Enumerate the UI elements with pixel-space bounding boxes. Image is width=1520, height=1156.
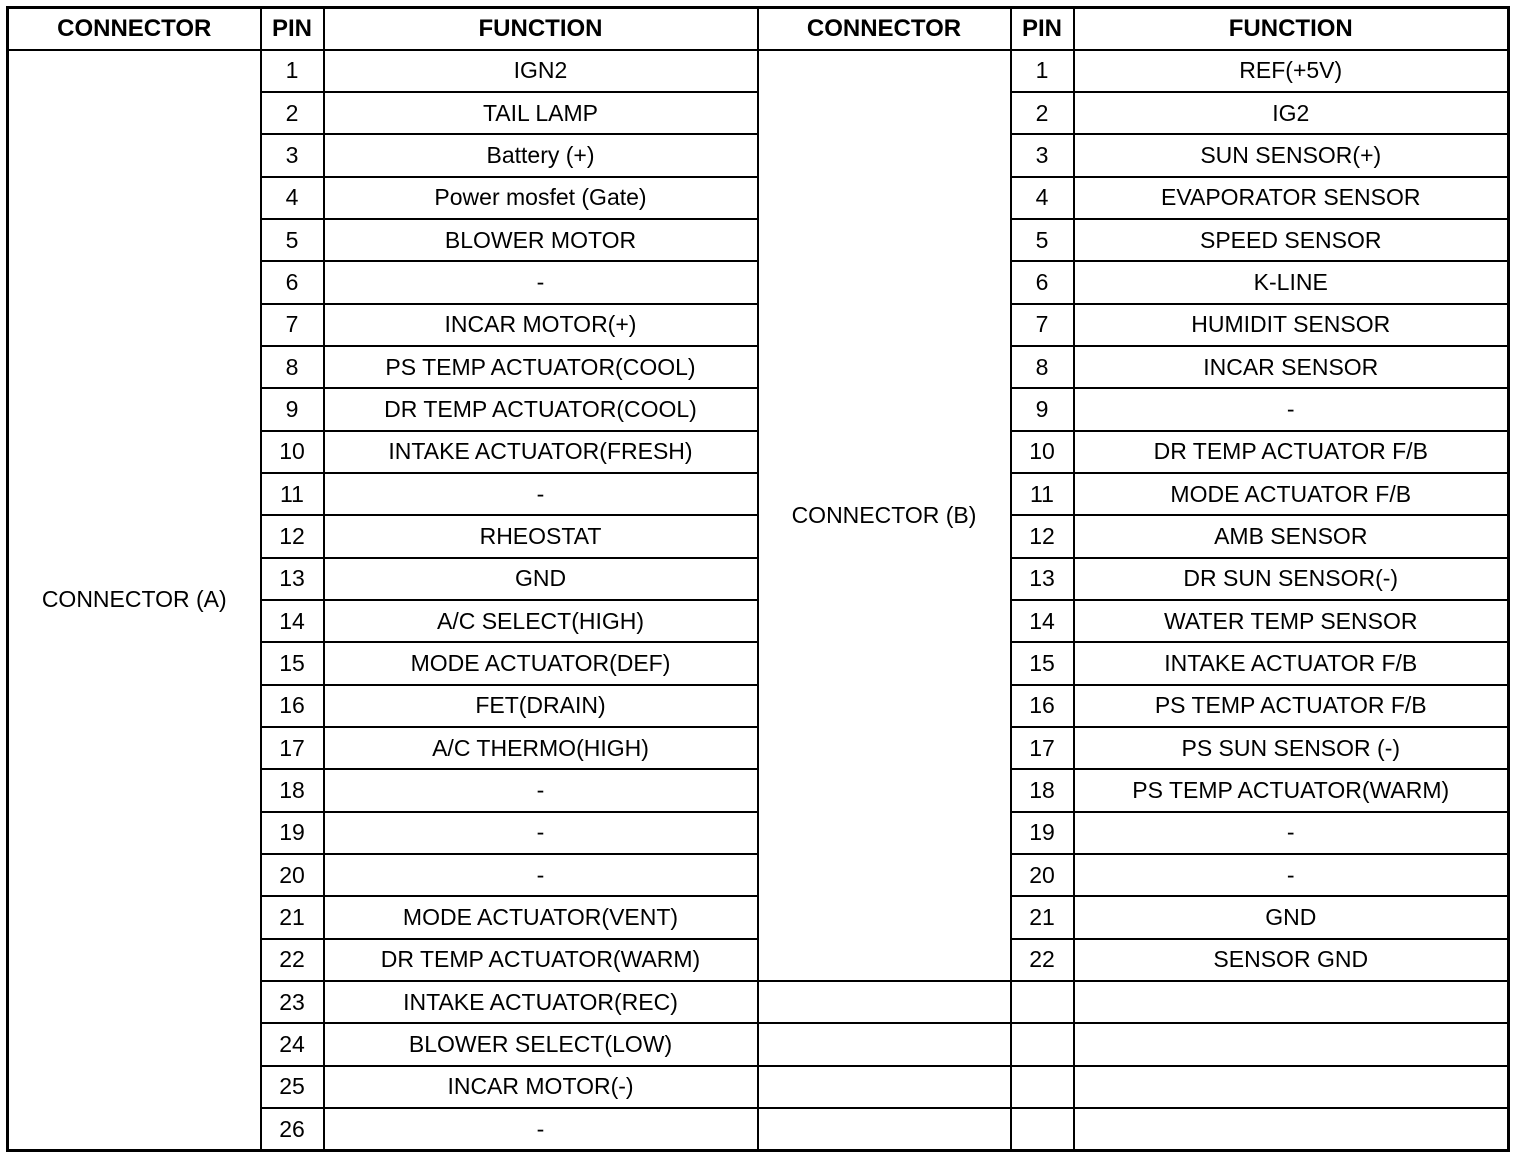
pin-b-function: PS TEMP ACTUATOR(WARM) (1074, 769, 1509, 811)
pin-a-number: 18 (261, 769, 324, 811)
pin-b-function: SPEED SENSOR (1074, 219, 1509, 261)
pin-b-function: AMB SENSOR (1074, 515, 1509, 557)
pin-a-number: 7 (261, 304, 324, 346)
empty-cell (758, 1066, 1011, 1108)
empty-cell (1074, 1108, 1509, 1150)
pin-a-function: DR TEMP ACTUATOR(COOL) (324, 388, 758, 430)
pin-a-number: 20 (261, 854, 324, 896)
pin-a-number: 22 (261, 939, 324, 981)
header-connector-b: CONNECTOR (758, 8, 1011, 50)
pin-a-function: FET(DRAIN) (324, 685, 758, 727)
pin-a-number: 16 (261, 685, 324, 727)
pin-a-function: RHEOSTAT (324, 515, 758, 557)
pin-b-number: 5 (1011, 219, 1074, 261)
empty-cell (1011, 1066, 1074, 1108)
pin-b-number: 10 (1011, 431, 1074, 473)
pin-b-function: - (1074, 812, 1509, 854)
pin-a-function: - (324, 769, 758, 811)
pin-a-function: Power mosfet (Gate) (324, 177, 758, 219)
pin-b-number: 14 (1011, 600, 1074, 642)
pin-b-number: 4 (1011, 177, 1074, 219)
connector-a-label: CONNECTOR (A) (8, 50, 261, 1151)
pin-a-function: A/C SELECT(HIGH) (324, 600, 758, 642)
header-connector-a: CONNECTOR (8, 8, 261, 50)
pin-a-function: IGN2 (324, 50, 758, 92)
pin-a-number: 9 (261, 388, 324, 430)
pin-a-number: 11 (261, 473, 324, 515)
pin-b-number: 15 (1011, 642, 1074, 684)
pin-a-number: 13 (261, 558, 324, 600)
pin-b-number: 7 (1011, 304, 1074, 346)
empty-cell (758, 1023, 1011, 1065)
pin-b-function: IG2 (1074, 92, 1509, 134)
pin-b-function: GND (1074, 896, 1509, 938)
pin-a-number: 6 (261, 261, 324, 303)
pin-b-function: HUMIDIT SENSOR (1074, 304, 1509, 346)
pin-a-function: INTAKE ACTUATOR(REC) (324, 981, 758, 1023)
pin-b-function: REF(+5V) (1074, 50, 1509, 92)
pin-a-number: 15 (261, 642, 324, 684)
pin-a-number: 12 (261, 515, 324, 557)
empty-cell (758, 981, 1011, 1023)
pin-b-function: DR TEMP ACTUATOR F/B (1074, 431, 1509, 473)
pin-a-number: 4 (261, 177, 324, 219)
pin-b-number: 1 (1011, 50, 1074, 92)
pin-b-number: 6 (1011, 261, 1074, 303)
pin-a-number: 14 (261, 600, 324, 642)
pin-b-number: 2 (1011, 92, 1074, 134)
pin-b-function: K-LINE (1074, 261, 1509, 303)
pin-b-number: 11 (1011, 473, 1074, 515)
empty-cell (1074, 1066, 1509, 1108)
pin-a-number: 24 (261, 1023, 324, 1065)
pin-a-number: 26 (261, 1108, 324, 1150)
pin-a-function: BLOWER SELECT(LOW) (324, 1023, 758, 1065)
pin-a-function: A/C THERMO(HIGH) (324, 727, 758, 769)
pin-a-function: - (324, 1108, 758, 1150)
pin-b-function: SENSOR GND (1074, 939, 1509, 981)
pin-a-function: INCAR MOTOR(-) (324, 1066, 758, 1108)
pin-b-number: 17 (1011, 727, 1074, 769)
pin-b-function: - (1074, 388, 1509, 430)
pin-b-number: 8 (1011, 346, 1074, 388)
pin-a-number: 25 (261, 1066, 324, 1108)
pin-a-number: 8 (261, 346, 324, 388)
connector-b-label: CONNECTOR (B) (758, 50, 1011, 982)
pin-b-function: INTAKE ACTUATOR F/B (1074, 642, 1509, 684)
pin-a-function: MODE ACTUATOR(DEF) (324, 642, 758, 684)
pin-b-number: 12 (1011, 515, 1074, 557)
pin-a-number: 2 (261, 92, 324, 134)
pin-b-function: DR SUN SENSOR(-) (1074, 558, 1509, 600)
pin-a-number: 17 (261, 727, 324, 769)
pin-a-number: 10 (261, 431, 324, 473)
pin-b-function: EVAPORATOR SENSOR (1074, 177, 1509, 219)
pin-a-function: - (324, 261, 758, 303)
pin-b-function: SUN SENSOR(+) (1074, 134, 1509, 176)
pin-b-number: 21 (1011, 896, 1074, 938)
pin-b-number: 9 (1011, 388, 1074, 430)
empty-cell (1074, 981, 1509, 1023)
pin-a-function: TAIL LAMP (324, 92, 758, 134)
pin-b-function: WATER TEMP SENSOR (1074, 600, 1509, 642)
pin-b-function: PS TEMP ACTUATOR F/B (1074, 685, 1509, 727)
pin-b-function: PS SUN SENSOR (-) (1074, 727, 1509, 769)
pin-a-function: Battery (+) (324, 134, 758, 176)
pin-b-number: 19 (1011, 812, 1074, 854)
empty-cell (1074, 1023, 1509, 1065)
pin-a-function: PS TEMP ACTUATOR(COOL) (324, 346, 758, 388)
header-row (8, 8, 1509, 50)
pin-a-function: GND (324, 558, 758, 600)
pin-a-number: 19 (261, 812, 324, 854)
pin-a-number: 23 (261, 981, 324, 1023)
pin-b-number: 3 (1011, 134, 1074, 176)
pin-a-number: 3 (261, 134, 324, 176)
table-row (8, 50, 1509, 92)
header-pin-a: PIN (261, 8, 324, 50)
pin-a-function: INTAKE ACTUATOR(FRESH) (324, 431, 758, 473)
empty-cell (758, 1108, 1011, 1150)
pin-a-function: DR TEMP ACTUATOR(WARM) (324, 939, 758, 981)
pin-a-function: INCAR MOTOR(+) (324, 304, 758, 346)
header-function-a: FUNCTION (324, 8, 758, 50)
connector-pin-table (6, 6, 1510, 1152)
pin-b-number: 20 (1011, 854, 1074, 896)
pin-b-number: 16 (1011, 685, 1074, 727)
empty-cell (1011, 981, 1074, 1023)
pin-a-number: 1 (261, 50, 324, 92)
header-function-b: FUNCTION (1074, 8, 1509, 50)
pin-a-function: - (324, 854, 758, 896)
header-pin-b: PIN (1011, 8, 1074, 50)
pin-b-function: MODE ACTUATOR F/B (1074, 473, 1509, 515)
pin-a-function: - (324, 812, 758, 854)
pin-a-function: BLOWER MOTOR (324, 219, 758, 261)
empty-cell (1011, 1023, 1074, 1065)
pin-b-function: INCAR SENSOR (1074, 346, 1509, 388)
pin-b-number: 22 (1011, 939, 1074, 981)
pin-b-function: - (1074, 854, 1509, 896)
pin-b-number: 18 (1011, 769, 1074, 811)
empty-cell (1011, 1108, 1074, 1150)
pin-b-number: 13 (1011, 558, 1074, 600)
pin-a-number: 5 (261, 219, 324, 261)
pin-a-number: 21 (261, 896, 324, 938)
pin-a-function: - (324, 473, 758, 515)
pin-a-function: MODE ACTUATOR(VENT) (324, 896, 758, 938)
